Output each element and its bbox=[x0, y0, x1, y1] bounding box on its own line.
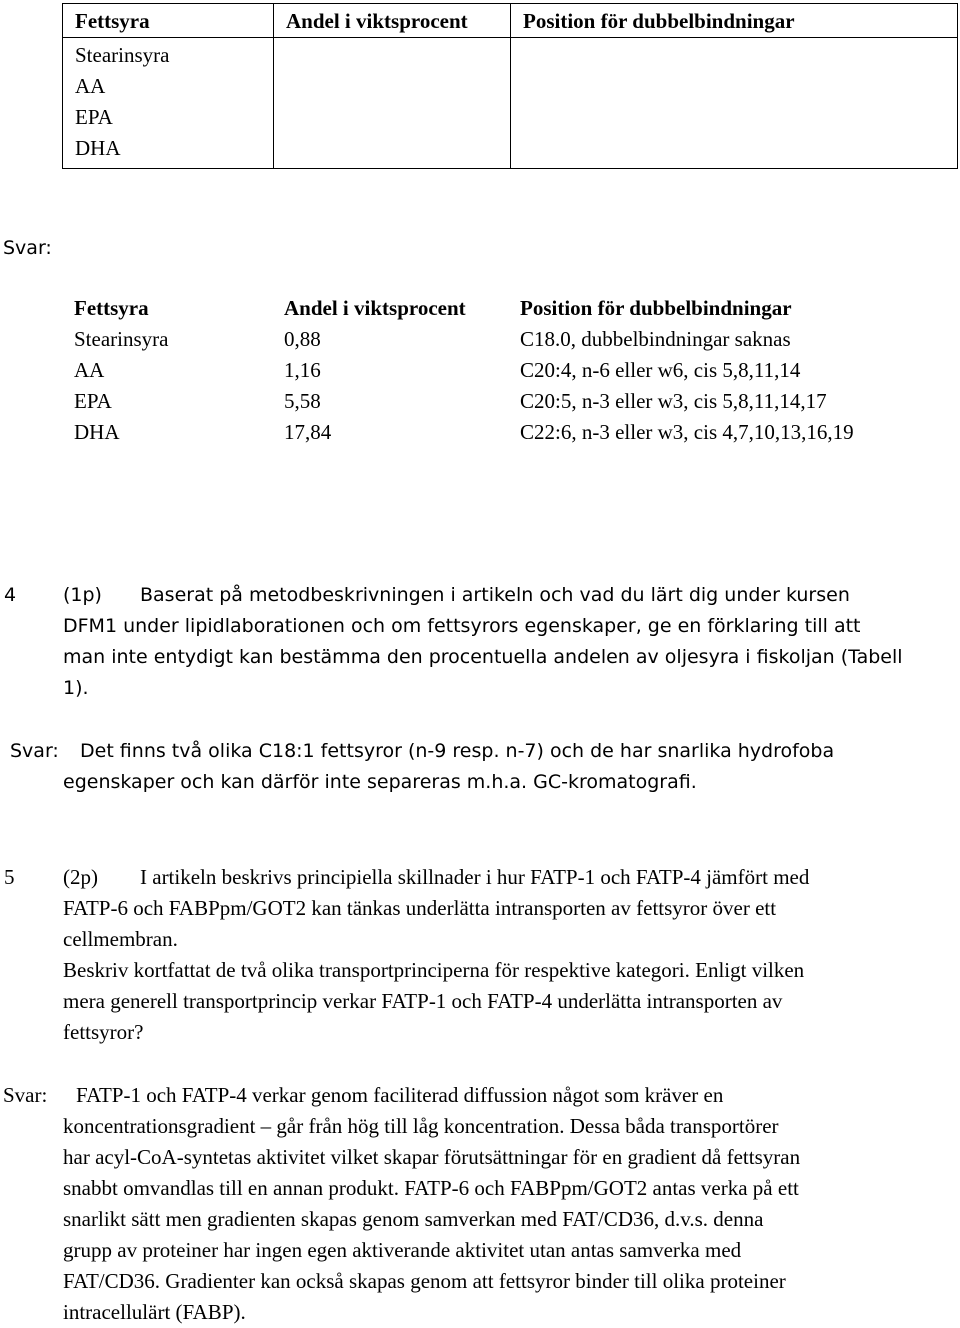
cell-name: EPA bbox=[74, 389, 112, 413]
empty-cell bbox=[511, 38, 958, 169]
table-row bbox=[62, 324, 958, 355]
cell-name: DHA bbox=[74, 420, 120, 444]
empty-fatty-acid-table bbox=[62, 3, 958, 169]
q5-answer-line: FATP-1 och FATP-4 verkar genom faciliterad diffussion något som kräver en bbox=[76, 1083, 724, 1107]
cell-share: 1,16 bbox=[284, 358, 321, 382]
q4-answer-line: Det finns två olika C18:1 fettsyror (n-9 resp. n-7) och de har snarlika hydrofoba bbox=[80, 740, 835, 762]
fatty-acid-list bbox=[63, 38, 274, 169]
header-andel: Andel i viktsprocent bbox=[284, 296, 466, 320]
table-header-row bbox=[63, 4, 958, 38]
q5-answer-line: snarlikt sätt men gradienten skapas genom samverkan med FAT/CD36, d.v.s. denna bbox=[63, 1207, 764, 1231]
table-body-row bbox=[63, 38, 958, 169]
cell-share: 17,84 bbox=[284, 420, 332, 444]
q4-number: 4 bbox=[4, 584, 17, 606]
q5-line: Beskriv kortfattat de två olika transportprinciperna för respektive kategori. Enligt vilken bbox=[63, 958, 805, 982]
header-fettsyra: Fettsyra bbox=[74, 296, 149, 320]
cell-share: 5,58 bbox=[284, 389, 321, 413]
cell-position: C18.0, dubbelbindningar saknas bbox=[520, 327, 791, 351]
q5-points: (2p) bbox=[63, 865, 98, 889]
q5-answer-line: har acyl-CoA-syntetas aktivitet vilket skapar förutsättningar för en gradient då fettsyran bbox=[63, 1145, 801, 1169]
svar-label: Svar: bbox=[3, 237, 52, 259]
q4-points: (1p) bbox=[63, 584, 102, 606]
q5-line: FATP-6 och FABPpm/GOT2 kan tänkas underlätta intransporten av fettsyror över ett bbox=[63, 896, 777, 920]
list-item: DHA bbox=[75, 136, 121, 160]
q4-line: Baserat på metodbeskrivningen i artikeln och vad du lärt dig under kursen bbox=[140, 584, 850, 606]
q5-line: mera generell transportprincip verkar FATP-1 och FATP-4 underlätta intransporten av bbox=[63, 989, 783, 1013]
q4-answer-line: egenskaper och kan därför inte separeras m.h.a. GC-kromatografi. bbox=[63, 771, 697, 793]
answer-fatty-acid-table bbox=[62, 293, 958, 448]
header-position: Position för dubbelbindningar bbox=[511, 4, 958, 38]
q5-line: cellmembran. bbox=[63, 927, 178, 951]
cell-name: AA bbox=[74, 358, 105, 382]
cell-name: Stearinsyra bbox=[74, 327, 169, 351]
table-row bbox=[62, 355, 958, 386]
cell-position: C22:6, n-3 eller w3, cis 4,7,10,13,16,19 bbox=[520, 420, 854, 444]
cell-position: C20:5, n-3 eller w3, cis 5,8,11,14,17 bbox=[520, 389, 827, 413]
q5-answer-line: grupp av proteiner har ingen egen aktiverande aktivitet utan antas samverka med bbox=[63, 1238, 742, 1262]
q4-line: man inte entydigt kan bestämma den procentuella andelen av oljesyra i fiskoljan (Tabell bbox=[63, 646, 903, 668]
q5-line: I artikeln beskrivs principiella skillnader i hur FATP-1 och FATP-4 jämfört med bbox=[140, 865, 810, 889]
q4-answer-label: Svar: bbox=[10, 740, 59, 762]
table-row bbox=[62, 417, 958, 448]
empty-cell bbox=[274, 38, 511, 169]
q4-line: DFM1 under lipidlaborationen och om fettsyrors egenskaper, ge en förklaring till att bbox=[63, 615, 861, 637]
q5-answer-line: intracellulärt (FABP). bbox=[63, 1300, 246, 1324]
header-andel: Andel i viktsprocent bbox=[274, 4, 511, 38]
list-item: EPA bbox=[75, 105, 113, 129]
q5-answer-label: Svar: bbox=[3, 1083, 48, 1107]
list-item: Stearinsyra bbox=[75, 43, 170, 67]
q5-number: 5 bbox=[4, 865, 15, 889]
table-header-row bbox=[62, 293, 958, 324]
cell-share: 0,88 bbox=[284, 327, 321, 351]
q5-line: fettsyror? bbox=[63, 1020, 144, 1044]
q5-answer-line: koncentrationsgradient – går från hög till låg koncentration. Dessa båda transportörer bbox=[63, 1114, 779, 1138]
q4-line: 1). bbox=[63, 677, 89, 699]
header-fettsyra: Fettsyra bbox=[63, 4, 274, 38]
q5-answer-line: FAT/CD36. Gradienter kan också skapas genom att fettsyror binder till olika proteiner bbox=[63, 1269, 786, 1293]
q5-answer-line: snabbt omvandlas till en annan produkt. FATP-6 och FABPpm/GOT2 antas verka på ett bbox=[63, 1176, 799, 1200]
list-item: AA bbox=[75, 74, 106, 98]
header-position: Position för dubbelbindningar bbox=[520, 296, 792, 320]
table-row bbox=[62, 386, 958, 417]
cell-position: C20:4, n-6 eller w6, cis 5,8,11,14 bbox=[520, 358, 801, 382]
